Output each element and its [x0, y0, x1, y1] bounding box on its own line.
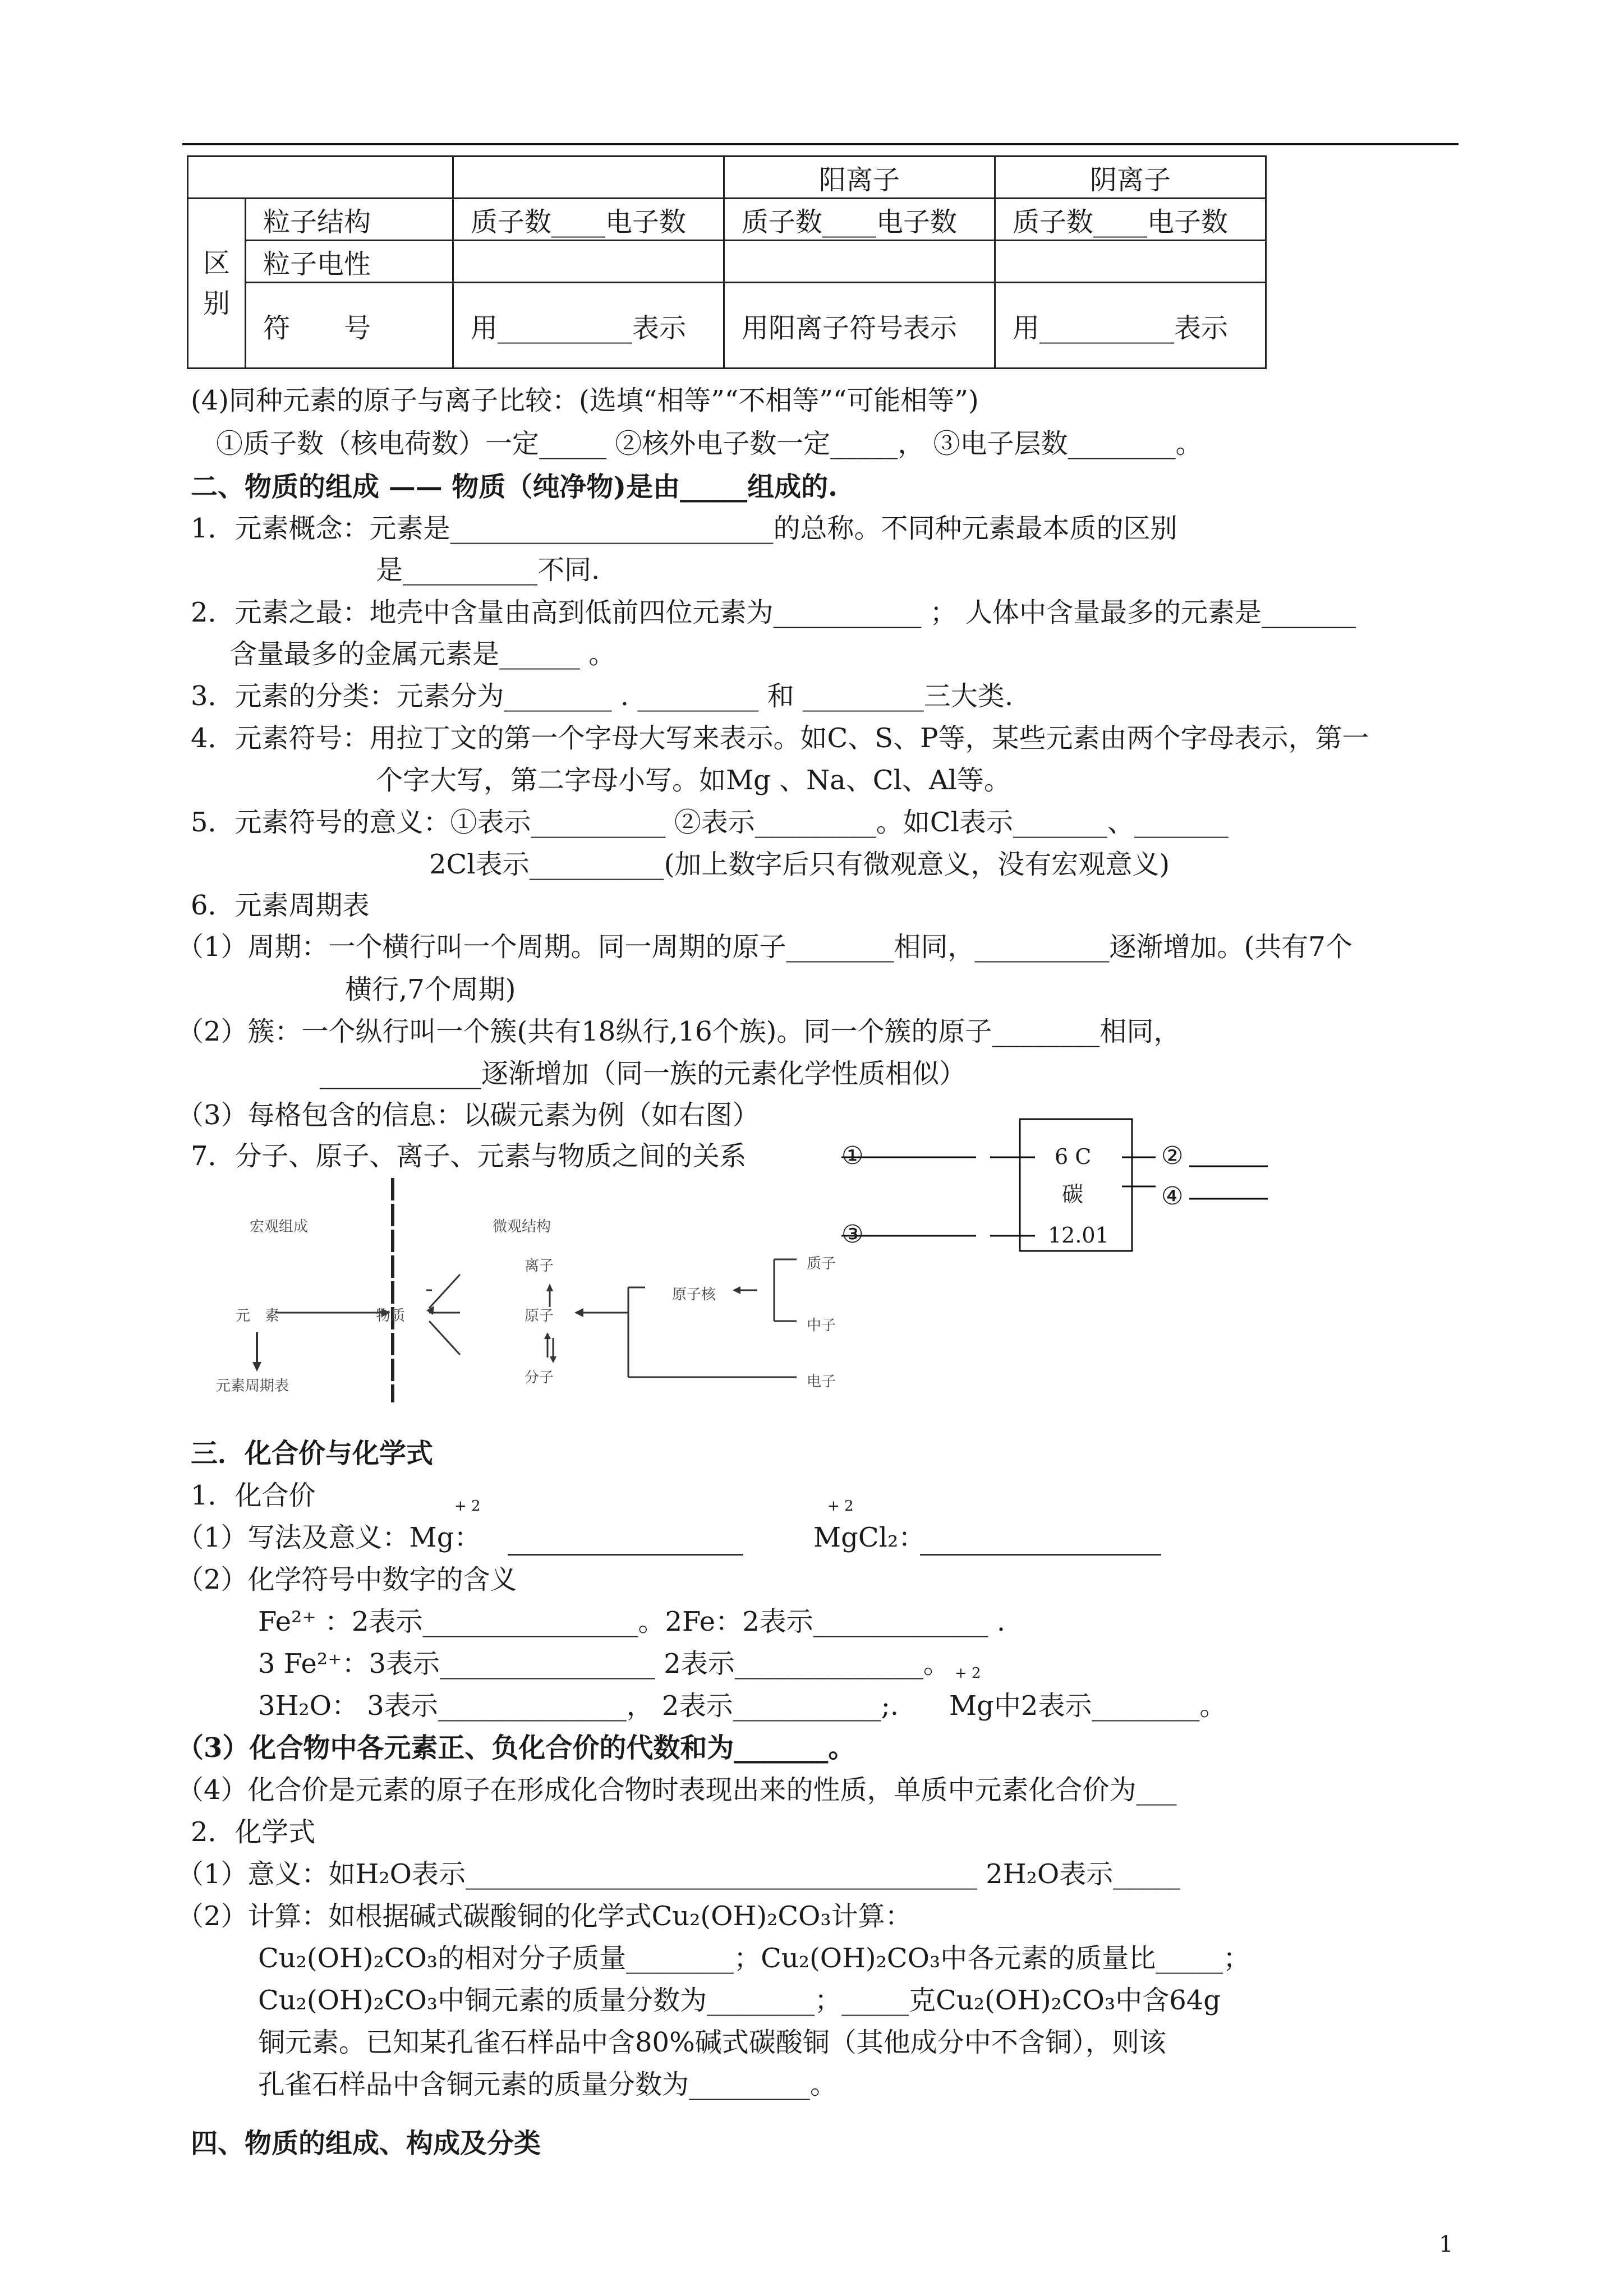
ion-comparison-table	[187, 155, 1267, 369]
diagram-label-element: 元 素	[236, 1308, 280, 1324]
text-line: Mg中2表示________。	[949, 1690, 1227, 1722]
valence-mark: + 2	[827, 1498, 854, 1515]
text-line: 铜元素。已知某孔雀石样品中含80%碱式碳酸铜（其他成分中不含铜），则该	[258, 2027, 1166, 2058]
section-heading: 四、物质的组成、构成及分类	[191, 2128, 541, 2159]
text-line: 6．元素周期表	[191, 890, 370, 921]
text-line: 1．化合价	[191, 1480, 316, 1511]
text-line: （2）簇：一个纵行叫一个簇(共有18纵行,16个族)。同一个簇的原子________相同，	[177, 1016, 1181, 1047]
table-row-label: 粒子结构	[246, 199, 453, 241]
diagram-label-substance: 物质	[376, 1308, 406, 1324]
element-mass: 12.01	[1048, 1223, 1109, 1248]
table-header-cation: 阳离子	[724, 157, 995, 199]
text-line: （1）意义：如H₂O表示______________________________________ 2H₂O表示_____	[177, 1858, 1181, 1890]
diagram-label-electron: 电子	[807, 1373, 836, 1390]
text-line: （2）化学符号中数字的含义	[177, 1564, 517, 1595]
callout-2: ②	[1161, 1142, 1184, 1170]
text-line: 3H₂O： 3表示______________， 2表示___________;.	[258, 1690, 899, 1722]
text-line: （4）化合价是元素的原子在形成化合物时表现出来的性质，单质中元素化合价为___	[177, 1774, 1177, 1806]
table-row	[188, 241, 1266, 283]
text-line: 4．元素符号：用拉丁文的第一个字母大写来表示。如C、S、P等，某些元素由两个字母表示，第一	[191, 723, 1369, 754]
text-line: 是__________不同.	[376, 554, 600, 586]
table-row	[188, 199, 1266, 241]
text-line: 2．化学式	[191, 1816, 316, 1848]
page-number: 1	[1439, 2231, 1453, 2257]
table-cell: 质子数____电子数	[453, 199, 724, 241]
text-line: （1）写法及意义：Mg：	[177, 1522, 481, 1553]
table-header-row	[188, 157, 1266, 199]
diagram-label-ion: 离子	[525, 1258, 554, 1274]
diagram-label-neutron: 中子	[807, 1317, 836, 1334]
text-line: 1．元素概念：元素是________________________的总称。不同种元素最本质的区别	[191, 513, 1177, 544]
text-line: 2Cl表示__________(加上数字后只有微观意义，没有宏观意义)	[429, 849, 1170, 880]
text-line: 2．元素之最：地壳中含量由高到低前四位元素为___________ ； 人体中含量最多的元素是_______	[191, 597, 1356, 628]
text-line: ____________逐渐增加（同一族的元素化学性质相似）	[320, 1058, 967, 1089]
text-line: 3 Fe²⁺：3表示________________ 2表示______________。	[258, 1648, 950, 1680]
diagram-label-micro: 微观结构	[493, 1218, 551, 1235]
valence-mark: + 2	[454, 1498, 481, 1515]
section-heading: 三．化合价与化学式	[191, 1438, 434, 1469]
table-cell: 质子数____电子数	[724, 199, 995, 241]
valence-mark: + 2	[955, 1665, 981, 1682]
table-row	[188, 283, 1266, 369]
diagram-label-molecule: 分子	[525, 1369, 554, 1386]
blank-line	[920, 1554, 1161, 1556]
text-line: （3）化合物中各元素正、负化合价的代数和为_______。	[177, 1732, 855, 1764]
table-header-anion: 阴离子	[995, 157, 1266, 199]
blank-line	[508, 1554, 743, 1556]
text-line: 含量最多的金属元素是______ 。	[230, 638, 616, 670]
diagram-label-nucleus: 原子核	[672, 1286, 716, 1303]
diagram-label-proton: 质子	[807, 1255, 836, 1272]
callout-4: ④	[1161, 1182, 1184, 1211]
text-line: 7．分子、原子、离子、元素与物质之间的关系	[191, 1140, 747, 1172]
diagram-label-atom: 原子	[525, 1308, 554, 1324]
table-group-label: 区 别	[188, 199, 246, 369]
element-number-symbol: 6 C	[1055, 1144, 1092, 1169]
text-line: ①质子数（核电荷数）一定_____ ②核外电子数一定_____， ③电子层数________。	[216, 428, 1203, 459]
text-line: （3）每格包含的信息：以碳元素为例（如右图）	[177, 1099, 760, 1131]
callout-3: ③	[841, 1220, 864, 1249]
text-line: 孔雀石样品中含铜元素的质量分数为_________。	[258, 2069, 838, 2100]
table-cell	[453, 241, 724, 283]
callout-1: ①	[841, 1142, 864, 1170]
text-line: Cu₂(OH)₂CO₃的相对分子质量________；Cu₂(OH)₂CO₃中各元素的质量比_____；	[258, 1943, 1250, 1974]
table-cell: 用__________表示	[453, 283, 724, 369]
table-cell: 质子数____电子数	[995, 199, 1266, 241]
text-line: 3．元素的分类：元素分为________ . _________ 和 _________三大类.	[191, 680, 1014, 712]
table-cell: 用阳离子符号表示	[724, 283, 995, 369]
text-line: （1）周期：一个横行叫一个周期。同一周期的原子________相同，__________逐渐增加。(共有7个	[177, 931, 1352, 963]
table-row-label: 粒子电性	[246, 241, 453, 283]
section-heading: 二、物质的组成 —— 物质（纯净物)是由_____组成的.	[191, 471, 838, 503]
text-line: Fe²⁺ ：2表示________________。2Fe：2表示_____________ .	[258, 1606, 1006, 1637]
text-line: 个字大写，第二字母小写。如Mg 、Na、Cl、Al等。	[376, 765, 1011, 796]
table-cell	[995, 241, 1266, 283]
text-line: 5．元素符号的意义：①表示__________ ②表示_________。如Cl表示_______、_______	[191, 807, 1229, 838]
table-cell	[724, 241, 995, 283]
text-line: 横行,7个周期)	[345, 974, 516, 1005]
text-line: MgCl₂：	[813, 1522, 926, 1553]
text-line: Cu₂(OH)₂CO₃中铜元素的质量分数为________；_____克Cu₂(OH)₂CO₃中含64g	[258, 1985, 1221, 2016]
header-rule	[182, 143, 1459, 145]
table-row-label: 符 号	[246, 283, 453, 369]
element-name: 碳	[1062, 1182, 1084, 1207]
text-line: （2）计算：如根据碱式碳酸铜的化学式Cu₂(OH)₂CO₃计算：	[177, 1901, 912, 1932]
text-line: (4)同种元素的原子与离子比较：(选填“相等”“不相等”“可能相等”)	[191, 385, 979, 416]
table-cell: 用__________表示	[995, 283, 1266, 369]
diagram-label-macro: 宏观组成	[250, 1218, 309, 1235]
diagram-label-periodic-table: 元素周期表	[216, 1378, 289, 1395]
